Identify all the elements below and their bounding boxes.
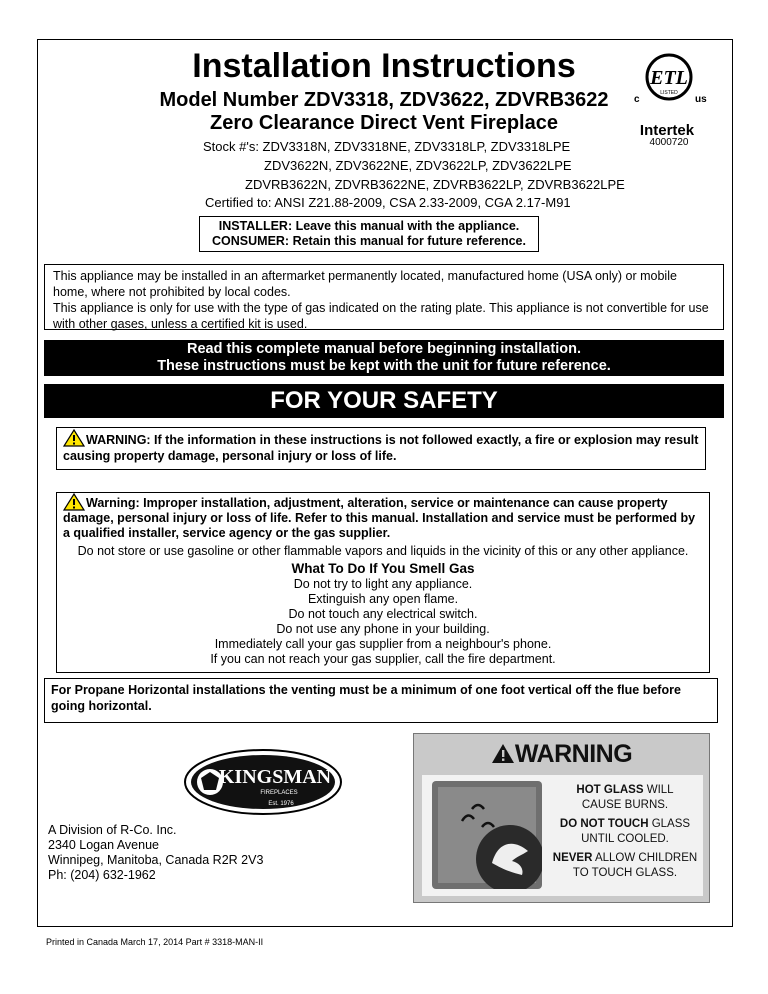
gas-step: If you can not reach your gas supplier, call the fire department. [210, 652, 556, 666]
hot-glass-sign-text: HOT GLASS WILL CAUSE BURNS. DO NOT TOUCH GLASS UNTIL COOLED. NEVER ALLOW CHILDREN TO TOUCH GLASS. [552, 784, 698, 879]
stock-line-2: ZDV3622N, ZDV3622NE, ZDV3622LP, ZDV3622LPE [264, 158, 572, 173]
kingsman-logo-icon [183, 748, 343, 816]
notice-paragraph-1: This appliance may be installed in an aftermarket permanently located, manufactured home (USA only) or mobile home, where not prohibited by local codes. [53, 269, 677, 299]
svg-text:ETL: ETL [650, 67, 688, 89]
gas-step: Do not use any phone in your building. [276, 622, 490, 636]
address-line: 2340 Logan Avenue [48, 838, 159, 852]
svg-text:4000720: 4000720 [649, 137, 689, 146]
fire-warning-text: WARNING: If the information in these instructions is not followed exactly, a fire or explosion may result causing property damage, personal injury or loss of life. [63, 433, 699, 463]
product-name: Zero Clearance Direct Vent Fireplace [210, 112, 558, 134]
hot-glass-sign-heading: WARNING [414, 740, 709, 769]
kingsman-logo [183, 748, 343, 816]
propane-venting-note: For Propane Horizontal installations the venting must be a minimum of one foot vertical off the flue before going horizontal. [44, 678, 718, 723]
for-your-safety-banner: FOR YOUR SAFETY [44, 384, 724, 418]
hot-glass-sign-panel [422, 775, 703, 896]
hand-burn-icon [432, 781, 542, 889]
read-banner-line-2: These instructions must be kept with the unit for future reference. [157, 358, 611, 374]
phone-line: Ph: (204) 632-1962 [48, 868, 156, 882]
gas-step: Extinguish any open flame. [307, 592, 459, 606]
svg-text:KINGSMAN: KINGSMAN [218, 766, 332, 788]
svg-text:c: c [634, 94, 640, 105]
stock-line-1: Stock #'s: ZDV3318N, ZDV3318NE, ZDV3318LP, ZDV3318LPE [203, 139, 571, 154]
etl-listed-mark [632, 46, 712, 146]
certification-line: Certified to: ANSI Z21.88-2009, CSA 2.33-2009, CGA 2.17-M91 [205, 195, 571, 210]
installer-notice-box [199, 216, 539, 252]
read-manual-banner [44, 340, 724, 376]
svg-text:LISTED: LISTED [660, 90, 678, 96]
address-line: A Division of R-Co. Inc. [48, 823, 177, 837]
warning-triangle-icon [63, 493, 85, 511]
company-address [48, 823, 263, 883]
improper-installation-text: Warning: Improper installation, adjustment, alteration, service or maintenance can cause property damage, personal injury or loss of life. Refer to this manual. Installation and service must be performed by a qualified installer, service agency or the gas supplier. [63, 496, 696, 540]
fire-explosion-warning-box [56, 427, 706, 470]
svg-text:us: us [695, 94, 707, 105]
installation-warning-box [56, 492, 710, 673]
svg-text:Est. 1976: Est. 1976 [268, 801, 294, 807]
flammable-storage-note: Do not store or use gasoline or other flammable vapors and liquids in the vicinity of this or any other appliance. [77, 544, 689, 558]
hot-glass-warning-sign [413, 733, 710, 903]
svg-text:FIREPLACES: FIREPLACES [260, 790, 298, 796]
consumer-line: CONSUMER: Retain this manual for future reference. [212, 234, 526, 248]
page-title: Installation Instructions [192, 47, 576, 85]
stock-line-3: ZDVRB3622N, ZDVRB3622NE, ZDVRB3622LP, ZDVRB3622LPE [245, 177, 625, 192]
print-footer: Printed in Canada March 17, 2014 Part # 3318-MAN-II [46, 937, 264, 947]
improper-installation-warning [63, 496, 703, 541]
etl-logo-icon [632, 46, 712, 146]
read-banner-line-1: Read this complete manual before beginning installation. [187, 341, 581, 357]
address-line: Winnipeg, Manitoba, Canada R2R 2V3 [48, 853, 264, 867]
installer-line: INSTALLER: Leave this manual with the appliance. [218, 219, 520, 233]
model-number: Model Number ZDV3318, ZDV3622, ZDVRB3622 [159, 89, 609, 111]
warning-triangle-icon [491, 743, 515, 764]
notice-paragraph-2: This appliance is only for use with the type of gas indicated on the rating plate. This appliance is not convertible for use with other gases, unless a certified kit is used. [53, 301, 709, 331]
gas-step: Do not try to light any appliance. [293, 577, 473, 591]
gas-step: Do not touch any electrical switch. [288, 607, 478, 621]
smell-gas-heading: What To Do If You Smell Gas [291, 561, 475, 576]
gas-step: Immediately call your gas supplier from a neighbour's phone. [214, 637, 552, 651]
svg-text:Intertek: Intertek [639, 122, 695, 139]
warning-triangle-icon [63, 429, 85, 447]
appliance-notice-box [44, 264, 724, 330]
